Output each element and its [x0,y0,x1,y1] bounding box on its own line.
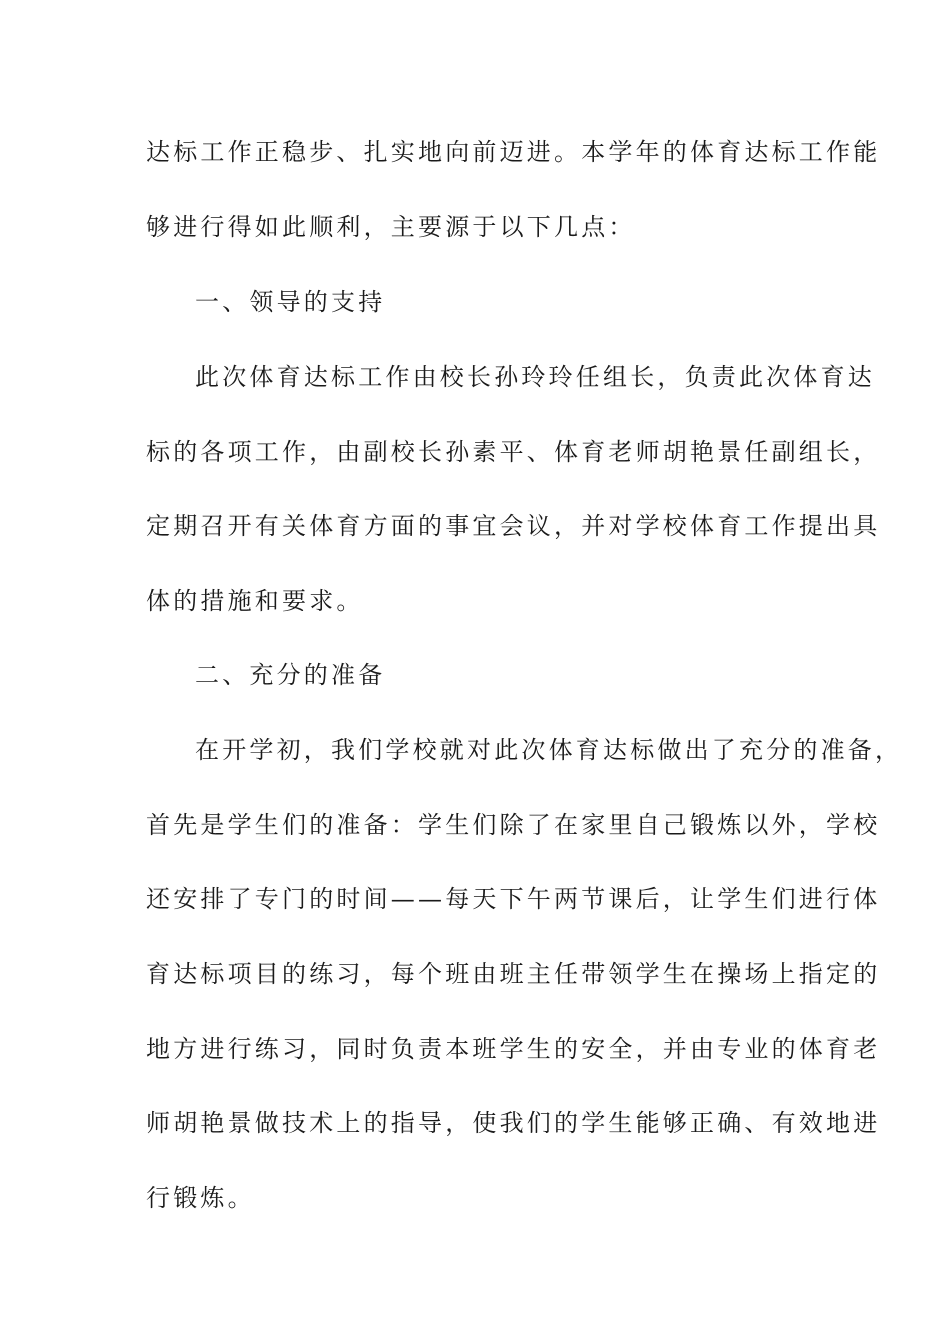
paragraph-line: 还安排了专门的时间——每天下午两节课后，让学生们进行体 [146,885,881,913]
paragraph-line: 定期召开有关体育方面的事宜会议，并对学校体育工作提出具 [146,512,881,540]
section-heading: 二、充分的准备 [195,661,386,689]
paragraph-line: 地方进行练习，同时负责本班学生的安全，并由专业的体育老 [146,1035,881,1063]
paragraph-line: 行锻炼。 [146,1184,255,1212]
paragraph-line: 达标工作正稳步、扎实地向前迈进。本学年的体育达标工作能 [146,138,881,166]
paragraph-line: 师胡艳景做技术上的指导，使我们的学生能够正确、有效地进 [146,1109,881,1137]
paragraph-line: 体的措施和要求。 [146,587,364,615]
paragraph-line: 此次体育达标工作由校长孙玲玲任组长，负责此次体育达 [195,363,875,391]
paragraph-line: 在开学初，我们学校就对此次体育达标做出了充分的准备， [195,736,903,764]
section-heading: 一、领导的支持 [195,288,386,316]
paragraph-line: 首先是学生们的准备：学生们除了在家里自己锻炼以外，学校 [146,811,881,839]
paragraph-line: 够进行得如此顺利，主要源于以下几点： [146,213,636,241]
paragraph-line: 标的各项工作，由副校长孙素平、体育老师胡艳景任副组长， [146,438,881,466]
paragraph-line: 育达标项目的练习，每个班由班主任带领学生在操场上指定的 [146,960,881,988]
